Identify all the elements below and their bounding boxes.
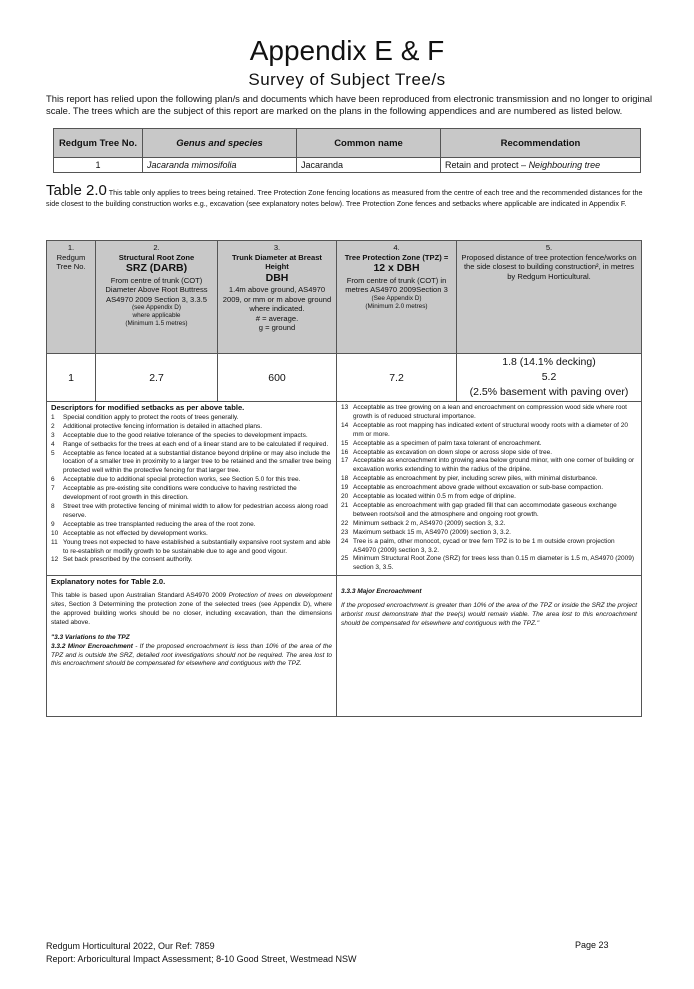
descriptor-number: 12 bbox=[51, 556, 59, 564]
col4-label: Tree Protection Zone (TPZ) = bbox=[344, 252, 449, 262]
cell-tpz: 7.2 bbox=[337, 354, 457, 402]
explanatory-heading: Explanatory notes for Table 2.0. bbox=[51, 577, 166, 587]
table-row bbox=[54, 158, 641, 173]
descriptor-item bbox=[51, 521, 332, 530]
descriptor-item bbox=[341, 404, 637, 422]
para1-italic: Protection of trees on development sites bbox=[51, 592, 332, 609]
col-header-2 bbox=[96, 241, 218, 354]
cell-genus: Jacaranda mimosifolia bbox=[143, 158, 297, 173]
col-header-common-name: Common name bbox=[297, 129, 441, 158]
descriptor-text: Acceptable as root mapping has indicated extent of structural woody roots with a diameter of 20 mm or more. bbox=[353, 421, 628, 438]
footer-report: Report: Arboricultural Impact Assessment; 8-10 Good Street, Westmead NSW bbox=[46, 954, 357, 964]
descriptor-number: 1 bbox=[51, 413, 55, 421]
col3-avg: # = average. bbox=[255, 313, 299, 323]
col4-small2: (Minimum 2.0 metres) bbox=[365, 302, 428, 310]
descriptor-number: 24 bbox=[341, 537, 349, 545]
col3-big: DBH bbox=[265, 271, 289, 284]
col3-num: 3. bbox=[273, 243, 281, 252]
col2-label: Structural Root Zone bbox=[118, 252, 195, 262]
col4-big: 12 x DBH bbox=[373, 262, 420, 274]
col2-num: 2. bbox=[153, 243, 160, 252]
descriptor-text: Acceptable as not effected by development works. bbox=[63, 529, 208, 537]
col-header-tree-no: Redgum Tree No. bbox=[54, 129, 143, 158]
col3-desc: 1.4m above ground, AS4970 2009, or mm or m above ground where indicated. bbox=[222, 285, 332, 313]
cell-dbh: 600 bbox=[218, 354, 337, 402]
descriptor-text: Street tree with protective fencing of minimal width to allow for pedestrian access along road reserve. bbox=[63, 502, 328, 519]
descriptor-number: 22 bbox=[341, 519, 349, 527]
descriptor-item bbox=[51, 530, 332, 539]
descriptor-number: 3 bbox=[51, 431, 55, 439]
descriptor-text: Special condition apply to protect the roots of trees generally. bbox=[63, 413, 239, 421]
rec-italic: Neighbouring tree bbox=[528, 160, 601, 170]
descriptor-text: Maximum setback 15 m, AS4970 (2009) section 3, 3.2. bbox=[353, 528, 511, 536]
col-header-5 bbox=[457, 241, 642, 354]
descriptor-number: 16 bbox=[341, 448, 349, 456]
descriptor-number: 15 bbox=[341, 439, 349, 447]
descriptor-item bbox=[51, 485, 332, 503]
col2-small2: where applicable bbox=[132, 312, 181, 319]
explanatory-para1 bbox=[51, 592, 332, 628]
descriptor-item bbox=[341, 440, 637, 449]
descriptor-number: 17 bbox=[341, 457, 349, 465]
descriptor-item bbox=[51, 450, 332, 477]
col4-desc: From centre of trunk (COT) in metres AS4970 2009Section 3 bbox=[345, 275, 448, 294]
descriptor-number: 18 bbox=[341, 475, 349, 483]
descriptor-item bbox=[51, 414, 332, 423]
descriptor-item bbox=[341, 502, 637, 520]
descriptor-number: 9 bbox=[51, 520, 55, 528]
explanatory-left bbox=[47, 576, 337, 717]
footer bbox=[46, 940, 606, 966]
descriptor-number: 8 bbox=[51, 502, 55, 510]
col4-small1: (See Appendix D) bbox=[371, 294, 422, 302]
descriptors-left bbox=[47, 402, 337, 576]
col1-label: Redgum Tree No. bbox=[56, 252, 86, 271]
descriptor-item bbox=[341, 529, 637, 538]
descriptor-text: Tree is a palm, other monocot, cycad or tree fern TPZ is to be 1 m outside crown projection AS4970 (2009) section 3, 3.2. bbox=[353, 537, 615, 554]
descriptor-text: Minimum setback 2 m, AS4970 (2009) section 3, 3.2. bbox=[353, 519, 506, 527]
descriptor-text: Acceptable as tree growing on a lean and encroachment on compression wood side where root growth is of reduced structural importance. bbox=[353, 404, 627, 420]
descriptor-item bbox=[341, 520, 637, 529]
descriptor-number: 25 bbox=[341, 555, 349, 563]
descriptor-text: Acceptable as encroachment with gap graded fill that can accommodate gaseous exchange between roots/soil and the atmosphere and ongoing root growth. bbox=[353, 501, 617, 518]
table2-caption bbox=[46, 182, 648, 209]
descriptor-text: Young trees not expected to have established a substantially expansive root system and able to re-establish or modify growth to be sustainable due to age and good vigour. bbox=[63, 538, 331, 555]
descriptor-item bbox=[341, 449, 637, 458]
para1-a: This table is based upon Australian Standard AS4970 2009 bbox=[51, 592, 229, 600]
intro-paragraph: This report has relied upon the following plan/s and documents which have been reproduced from electronic transmission and no longer to original scale. The trees which are the subject of this report are marked on the plans in the following appendices and are numbered as listed below. bbox=[46, 93, 653, 116]
descriptor-number: 19 bbox=[341, 484, 349, 492]
cell-common-name: Jacaranda bbox=[297, 158, 441, 173]
descriptors-right bbox=[337, 402, 642, 576]
col-header-genus: Genus and species bbox=[143, 129, 297, 158]
tree-protection-table bbox=[46, 240, 642, 717]
col-header-3 bbox=[218, 241, 337, 354]
descriptor-text: Acceptable as a specimen of palm taxa tolerant of encroachment. bbox=[353, 439, 542, 447]
col-header-1 bbox=[47, 241, 96, 354]
descriptors-list-right bbox=[341, 404, 637, 573]
page-number: Page 23 bbox=[575, 940, 609, 950]
descriptor-text: Minimum Structural Root Zone (SRZ) for trees less than 0.15 m diameter is 1.5 m, AS4970 (2009) section 3, 3.5. bbox=[353, 555, 635, 572]
descriptor-item bbox=[51, 476, 332, 485]
tree-list-table bbox=[53, 128, 641, 173]
distance-line-3: (2.5% basement with paving over) bbox=[469, 386, 629, 398]
descriptor-text: Acceptable as tree transplanted reducing the area of the root zone. bbox=[63, 520, 256, 528]
col-header-4 bbox=[337, 241, 457, 354]
descriptor-item bbox=[341, 538, 637, 556]
descriptor-item bbox=[341, 422, 637, 440]
descriptor-number: 6 bbox=[51, 476, 55, 484]
descriptor-item bbox=[51, 503, 332, 521]
col5-label: Proposed distance of tree protection fence/works on the side closest to building construction², in metres by Redgum Horticultural. bbox=[461, 252, 637, 281]
descriptor-number: 21 bbox=[341, 501, 349, 509]
descriptor-item bbox=[341, 493, 637, 502]
col2-big: SRZ (DARB) bbox=[125, 262, 188, 274]
descriptor-text: Acceptable due to the good relative tolerance of the species to development impacts. bbox=[63, 431, 308, 439]
col2-small1: (see Appendix D) bbox=[131, 304, 182, 311]
col3-label: Trunk Diameter at Breast Height bbox=[232, 252, 322, 271]
descriptor-text: Acceptable as encroachment by pier, including screw piles, with minimal disturbance. bbox=[353, 475, 598, 483]
cell-recommendation bbox=[441, 158, 641, 173]
table2-title: Table 2.0 bbox=[46, 182, 107, 199]
distance-line-1: 1.8 (14.1% decking) bbox=[502, 356, 596, 368]
table2-caption-text: This table only applies to trees being retained. Tree Protection Zone fencing locations as measured from the centre of each tree and the recommended distances for the side closest to the building construction works e.g., excavation (see explanatory notes below). Tree Protection Zone fences and setbacks where applicable are indicated in Appendix F. bbox=[46, 188, 643, 208]
major-text: If the proposed encroachment is greater than 10% of the area of the TPZ or inside the SRZ the project arborist must demonstrate that the tree(s) would remain viable. The area lost to this encroachment should be compensated for elsewhere and contiguous with the TPZ." bbox=[341, 602, 637, 627]
descriptor-number: 13 bbox=[341, 404, 349, 411]
descriptor-text: Acceptable as fence located at a substantial distance beyond dripline or may also include the location of a smaller tree in proximity to a larger tree to be retained and the smaller tree being protected well within the protective fencing for that larger tree. bbox=[63, 449, 332, 475]
descriptor-number: 20 bbox=[341, 493, 349, 501]
descriptor-text: Set back prescribed by the consent authority. bbox=[63, 556, 193, 564]
minor-text: - If the proposed encroachment is less than 10% of the area of the TPZ and is outside the SRZ, detailed root investigations should not be required. The area lost to this encroachment should be compensated for elsewhere and contiguous with the TPZ. bbox=[51, 642, 332, 668]
descriptors-list-left bbox=[51, 414, 332, 565]
minor-encroachment bbox=[51, 643, 332, 670]
descriptor-text: Range of setbacks for the trees at each end of a linear stand are to be calculated if required. bbox=[63, 440, 329, 448]
cell-tree-no: 1 bbox=[54, 158, 143, 173]
page-title: Appendix E & F bbox=[249, 35, 445, 66]
minor-heading: 3.3.2 Minor Encroachment bbox=[51, 642, 133, 650]
descriptor-number: 4 bbox=[51, 440, 55, 448]
distance-line-2: 5.2 bbox=[541, 371, 557, 383]
col-header-recommendation: Recommendation bbox=[441, 129, 641, 158]
descriptor-item bbox=[51, 539, 332, 557]
descriptor-item bbox=[341, 484, 637, 493]
page-subtitle: Survey of Subject Tree/s bbox=[248, 70, 446, 89]
rec-plain: Retain and protect – bbox=[445, 160, 529, 170]
descriptor-number: 23 bbox=[341, 528, 349, 536]
descriptor-text: Acceptable due to additional special protection works, see Section 5.0 for this tree. bbox=[63, 476, 301, 484]
descriptor-text: Acceptable as encroachment above grade without excavation or sub-base compaction. bbox=[353, 484, 604, 492]
descriptor-text: Acceptable as pre-existing site conditions were conducive to having restricted the development of root growth in this direction. bbox=[63, 485, 297, 502]
variations-heading: "3.3 Variations to the TPZ bbox=[51, 633, 130, 641]
col4-num: 4. bbox=[393, 243, 400, 252]
col1-num: 1. bbox=[67, 243, 75, 252]
descriptor-number: 2 bbox=[51, 422, 55, 430]
descriptor-item bbox=[51, 441, 332, 450]
descriptor-text: Acceptable as located within 0.5 m from edge of dripline. bbox=[353, 493, 516, 501]
descriptor-item bbox=[341, 457, 637, 475]
descriptor-item bbox=[341, 475, 637, 484]
descriptor-number: 10 bbox=[51, 529, 59, 537]
descriptor-text: Acceptable as excavation on down slope or across slope side of tree. bbox=[353, 448, 553, 456]
major-heading: 3.3.3 Major Encroachment bbox=[341, 588, 422, 596]
descriptor-number: 14 bbox=[341, 421, 349, 429]
cell-srz: 2.7 bbox=[96, 354, 218, 402]
para1-b: , Section 3 Determining the protection zone of the selected trees (see Appendix D), where the approved building works should be no closer, including excavation, than the dimensions stated above. bbox=[51, 601, 332, 626]
descriptor-item bbox=[51, 423, 332, 432]
descriptors-heading: Descriptors for modified setbacks as per above table. bbox=[51, 403, 245, 412]
table-row bbox=[47, 354, 642, 402]
descriptor-number: 7 bbox=[51, 485, 55, 493]
descriptor-item bbox=[341, 555, 637, 573]
footer-ref: Redgum Horticultural 2022, Our Ref: 7859 bbox=[46, 941, 215, 951]
descriptor-text: Additional protective fencing information is detailed in attached plans. bbox=[63, 422, 263, 430]
descriptor-number: 11 bbox=[51, 538, 58, 546]
col5-num: 5. bbox=[545, 243, 553, 252]
cell-distance bbox=[457, 354, 642, 402]
descriptor-item bbox=[51, 556, 332, 565]
explanatory-right bbox=[337, 576, 642, 717]
cell-tree-no: 1 bbox=[47, 354, 96, 402]
col3-grd: g = ground bbox=[258, 323, 296, 332]
col2-small3: (Minimum 1.5 metres) bbox=[125, 320, 188, 327]
descriptor-text: Acceptable as encroachment into growing area below ground minor, with one corner of building or excavation works extending to within the radius of the dripline. bbox=[353, 457, 635, 474]
col2-desc: From centre of trunk (COT) Diameter Above Root Buttress AS4970 2009 Section 3, 3.3.5 bbox=[105, 275, 208, 304]
descriptor-item bbox=[51, 432, 332, 441]
descriptor-number: 5 bbox=[51, 449, 55, 457]
